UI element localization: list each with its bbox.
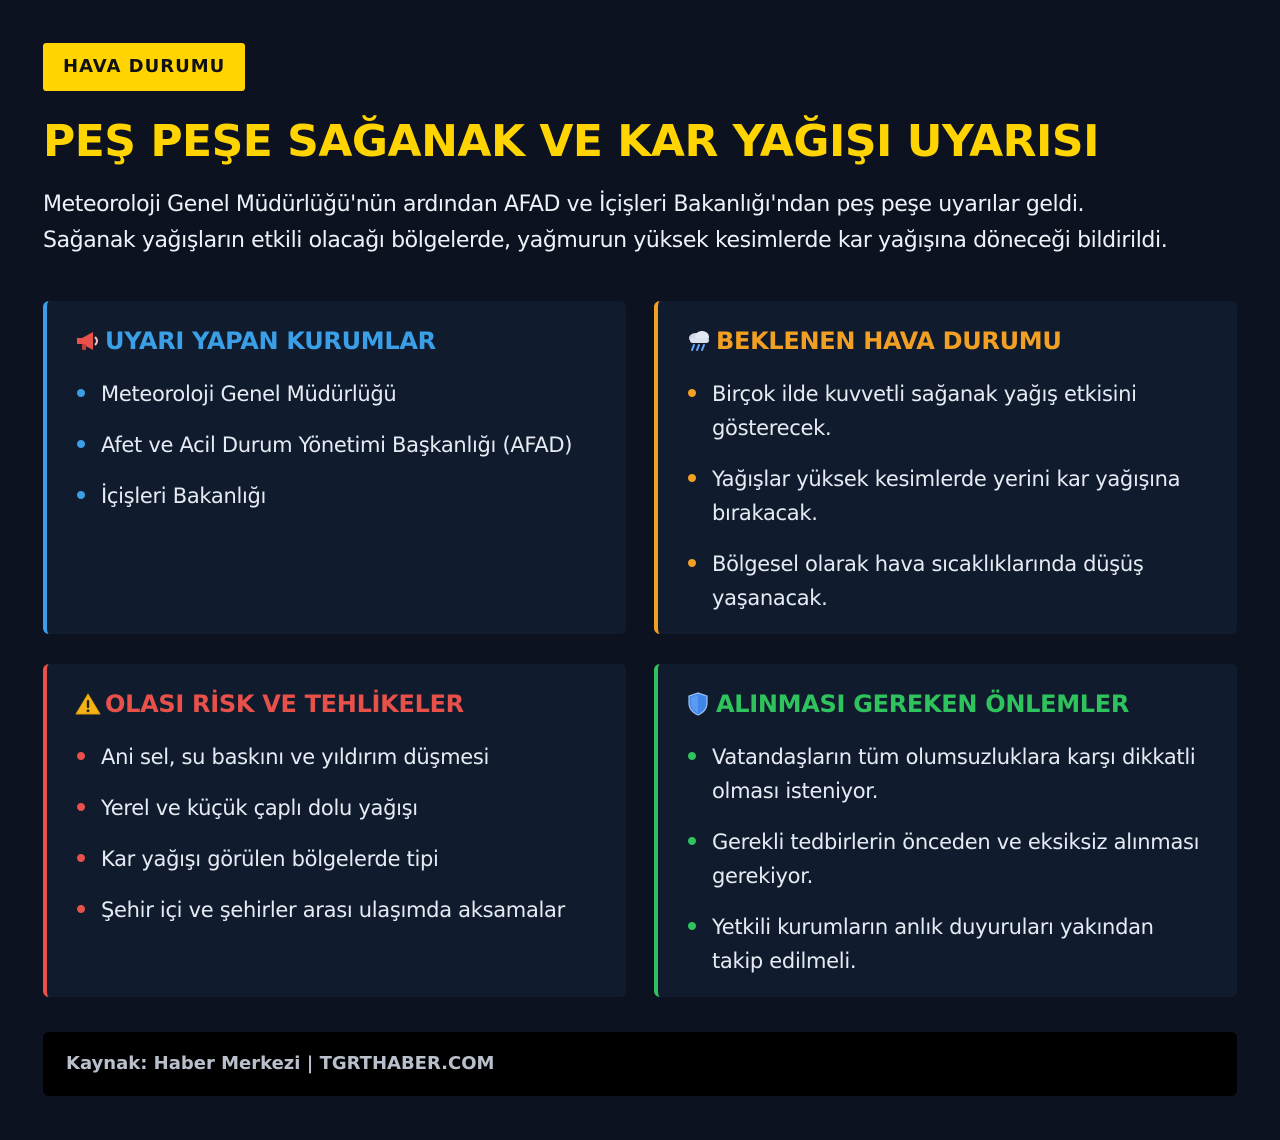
intro-line: Meteoroloji Genel Müdürlüğü'nün ardından AFAD ve İçişleri Bakanlığı'ndan peş peşe uyarılar geldi. [43, 192, 1085, 217]
list-item: Ani sel, su baskını ve yıldırım düşmesi [75, 740, 598, 774]
card-list [75, 377, 598, 513]
shield-icon [686, 690, 716, 718]
card-list [686, 377, 1209, 615]
list-item: İçişleri Bakanlığı [75, 479, 598, 513]
source-footer: Kaynak: Haber Merkezi | TGRTHABER.COM [43, 1032, 1237, 1096]
card-list [686, 740, 1209, 978]
warning-icon [75, 690, 105, 718]
megaphone-icon [75, 327, 105, 355]
card-header [686, 690, 1209, 718]
list-item: Şehir içi ve şehirler arası ulaşımda aksamalar [75, 893, 598, 927]
card-header [75, 327, 598, 355]
card-header [75, 690, 598, 718]
card-list [75, 740, 598, 927]
list-item: Gerekli tedbirlerin önceden ve eksiksiz alınması gerekiyor. [686, 825, 1209, 893]
card-warning-institutions [43, 301, 626, 634]
category-badge: HAVA DURUMU [43, 43, 245, 91]
list-item: Bölgesel olarak hava sıcaklıklarında düşüş yaşanacak. [686, 547, 1209, 615]
intro-line: Sağanak yağışların etkili olacağı bölgelerde, yağmurun yüksek kesimlerde kar yağışına döneceği bildirildi. [43, 228, 1168, 253]
card-title: OLASI RİSK VE TEHLİKELER [105, 690, 464, 718]
list-item: Vatandaşların tüm olumsuzluklara karşı dikkatli olması isteniyor. [686, 740, 1209, 808]
list-item: Yerel ve küçük çaplı dolu yağışı [75, 791, 598, 825]
page-title: PEŞ PEŞE SAĞANAK VE KAR YAĞIŞI UYARISI [43, 116, 1099, 167]
card-expected-weather [654, 301, 1237, 634]
card-title: ALINMASI GEREKEN ÖNLEMLER [716, 690, 1130, 718]
list-item: Yetkili kurumların anlık duyuruları yakından takip edilmeli. [686, 910, 1209, 978]
list-item: Birçok ilde kuvvetli sağanak yağış etkisini gösterecek. [686, 377, 1209, 445]
intro-text [43, 187, 1237, 259]
list-item: Meteoroloji Genel Müdürlüğü [75, 377, 598, 411]
rain-cloud-icon [686, 327, 716, 355]
card-title: UYARI YAPAN KURUMLAR [105, 327, 436, 355]
card-header [686, 327, 1209, 355]
list-item: Kar yağışı görülen bölgelerde tipi [75, 842, 598, 876]
list-item: Afet ve Acil Durum Yönetimi Başkanlığı (AFAD) [75, 428, 598, 462]
list-item: Yağışlar yüksek kesimlerde yerini kar yağışına bırakacak. [686, 462, 1209, 530]
card-risks [43, 664, 626, 997]
card-title: BEKLENEN HAVA DURUMU [716, 327, 1062, 355]
card-precautions [654, 664, 1237, 997]
